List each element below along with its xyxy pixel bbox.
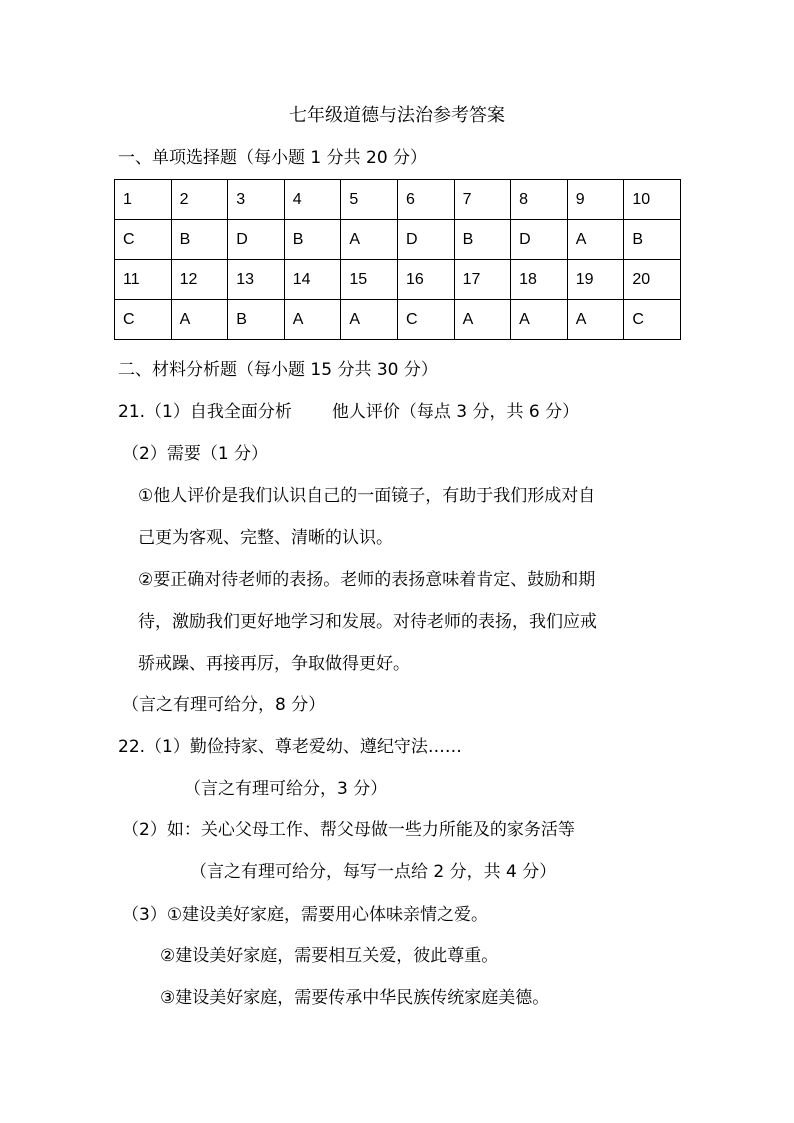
question-number-cell: 14 xyxy=(284,260,341,300)
answer-cell: B xyxy=(228,300,285,340)
answer-cell: C xyxy=(624,300,681,340)
q21-score-note: （言之有理可给分，8 分） xyxy=(122,695,326,715)
question-number-cell: 6 xyxy=(397,180,454,220)
answer-cell: A xyxy=(454,300,511,340)
answer-cell: C xyxy=(115,220,172,260)
answer-cell: C xyxy=(115,300,172,340)
answer-cell: A xyxy=(511,300,568,340)
q21-part2-line4: 待，激励我们更好地学习和发展。对待老师的表扬，我们应戒 xyxy=(138,612,597,632)
q22-part2: （2）如：关心父母工作、帮父母做一些力所能及的家务活等 xyxy=(122,820,575,840)
q22-part2-note: （言之有理可给分，每写一点给 2 分，共 4 分） xyxy=(190,862,557,882)
question-number-cell: 8 xyxy=(511,180,568,220)
question-number-row xyxy=(115,180,681,220)
answer-cell: B xyxy=(284,220,341,260)
question-number-cell: 7 xyxy=(454,180,511,220)
q21-part2-line1: ①他人评价是我们认识自己的一面镜子，有助于我们形成对自 xyxy=(138,486,596,506)
q22-part3-line2: ②建设美好家庭，需要相互关爱，彼此尊重。 xyxy=(160,946,499,966)
answer-cell: A xyxy=(171,300,228,340)
question-number-cell: 20 xyxy=(624,260,681,300)
answer-cell: D xyxy=(397,220,454,260)
answer-cell: A xyxy=(567,300,624,340)
question-number-cell: 10 xyxy=(624,180,681,220)
question-number-cell: 9 xyxy=(567,180,624,220)
q21-part1 xyxy=(118,400,579,424)
answer-cell: A xyxy=(341,300,398,340)
q21-part2: （2）需要（1 分） xyxy=(122,444,269,464)
question-number-cell: 15 xyxy=(341,260,398,300)
answer-row xyxy=(115,300,681,340)
question-number-cell: 2 xyxy=(171,180,228,220)
answer-cell: A xyxy=(284,300,341,340)
answer-cell: D xyxy=(228,220,285,260)
question-number-cell: 3 xyxy=(228,180,285,220)
q21-part2-line2: 己更为客观、完整、清晰的认识。 xyxy=(138,528,393,548)
question-number-cell: 12 xyxy=(171,260,228,300)
question-number-cell: 11 xyxy=(115,260,172,300)
answer-cell: B xyxy=(171,220,228,260)
q21-part1-answer: 21.（1）自我全面分析 xyxy=(118,402,292,422)
q22-part3-line3: ③建设美好家庭，需要传承中华民族传统家庭美德。 xyxy=(160,988,550,1008)
answer-table xyxy=(114,179,681,340)
question-number-cell: 17 xyxy=(454,260,511,300)
question-number-cell: 13 xyxy=(228,260,285,300)
page-title: 七年级道德与法治参考答案 xyxy=(289,105,505,126)
answer-cell: B xyxy=(624,220,681,260)
question-number-cell: 19 xyxy=(567,260,624,300)
question-number-cell: 5 xyxy=(341,180,398,220)
answer-cell: D xyxy=(511,220,568,260)
question-number-cell: 16 xyxy=(397,260,454,300)
answer-cell: A xyxy=(567,220,624,260)
question-number-row xyxy=(115,260,681,300)
q21-part2-line3: ②要正确对待老师的表扬。老师的表扬意味着肯定、鼓励和期 xyxy=(138,570,596,590)
answer-cell: C xyxy=(397,300,454,340)
q21-part2-line5: 骄戒躁、再接再厉，争取做得更好。 xyxy=(138,654,410,674)
q22-part1-note: （言之有理可给分，3 分） xyxy=(184,779,388,799)
section1-heading: 一、单项选择题（每小题 1 分共 20 分） xyxy=(118,148,428,168)
q22-part3-line1: （3）①建设美好家庭，需要用心体味亲情之爱。 xyxy=(122,905,489,925)
answer-cell: B xyxy=(454,220,511,260)
answer-cell: A xyxy=(341,220,398,260)
q21-part1-answer-b: 他人评价（每点 3 分，共 6 分） xyxy=(331,402,580,422)
q22-part1: 22.（1）勤俭持家、尊老爱幼、遵纪守法…… xyxy=(118,737,462,757)
answer-row xyxy=(115,220,681,260)
question-number-cell: 1 xyxy=(115,180,172,220)
question-number-cell: 4 xyxy=(284,180,341,220)
section2-heading: 二、材料分析题（每小题 15 分共 30 分） xyxy=(118,360,438,380)
question-number-cell: 18 xyxy=(511,260,568,300)
